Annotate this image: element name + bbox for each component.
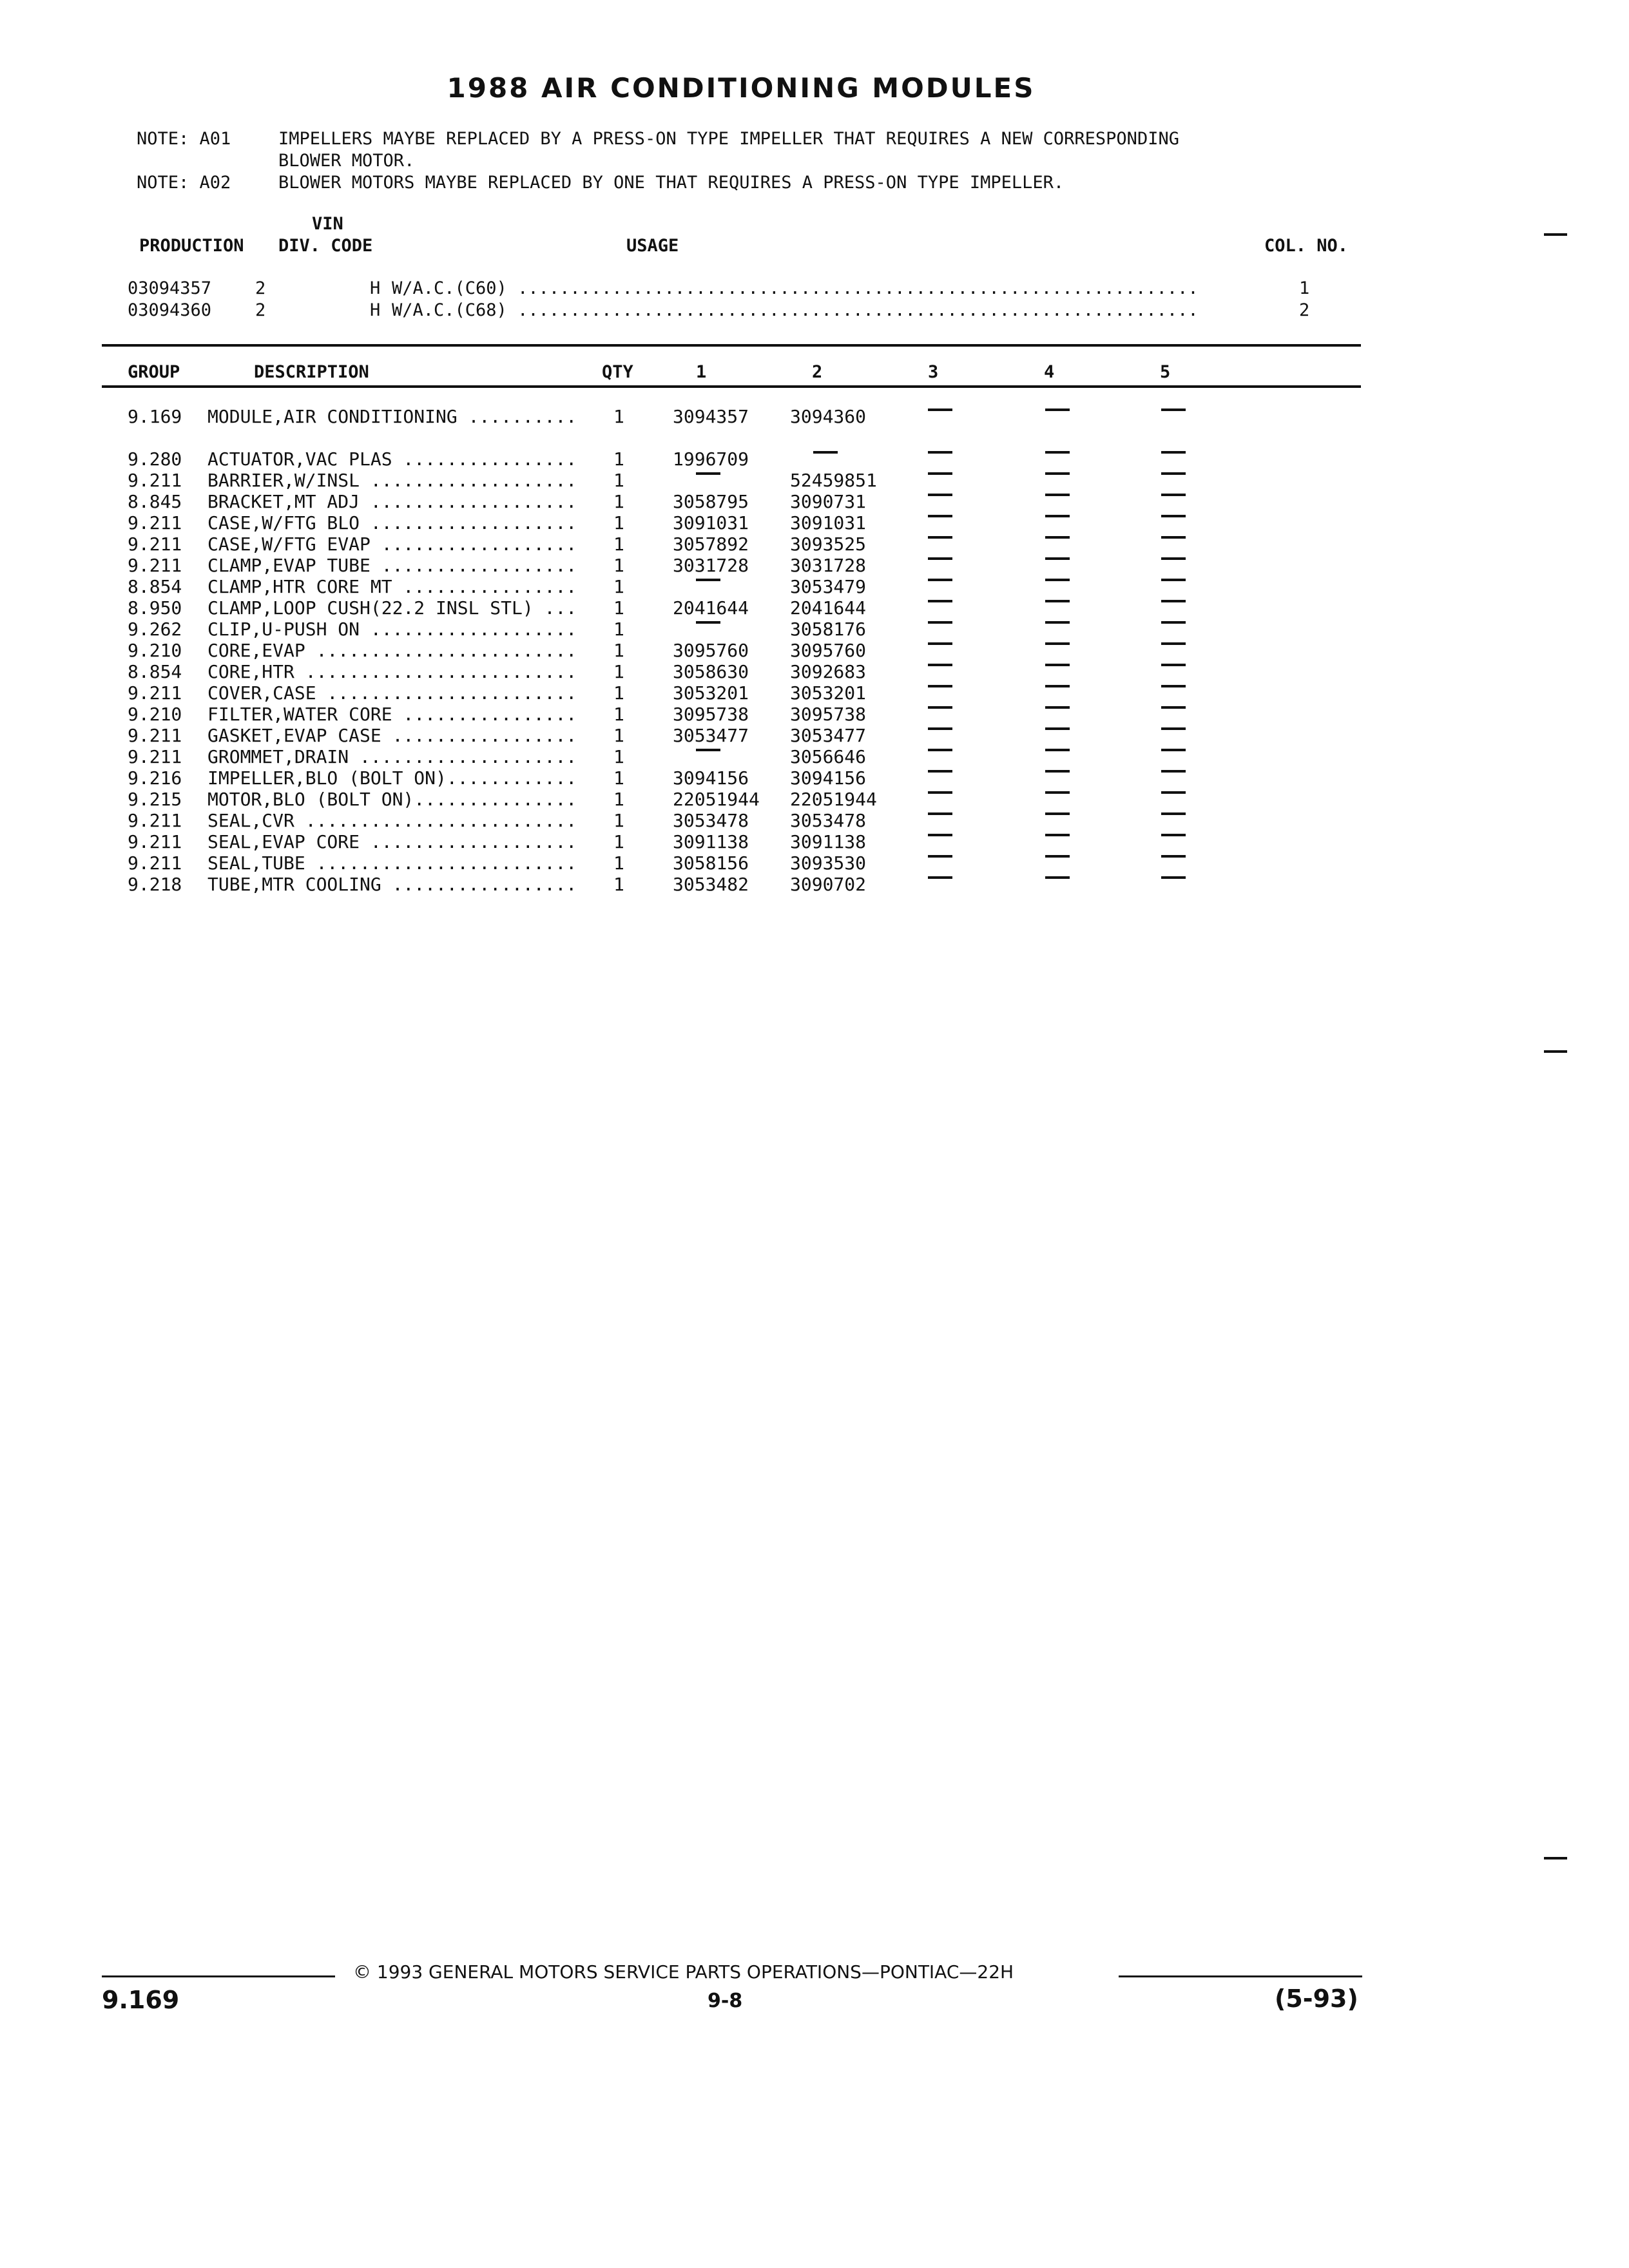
part-col1: 2041644 <box>673 597 749 619</box>
part-col2: 3058176 <box>790 619 867 640</box>
col4-dash <box>1045 706 1070 709</box>
col4-dash <box>1045 770 1070 773</box>
col5-dash <box>1161 600 1186 602</box>
part-qty: 1 <box>613 576 624 597</box>
part-group: 9.211 <box>128 682 182 704</box>
col4-dash <box>1045 621 1070 624</box>
module-group: 9.169 <box>128 406 182 427</box>
part-qty: 1 <box>613 682 624 704</box>
part-description: BARRIER,W/INSL ................... <box>207 470 577 491</box>
part-col2: 3094156 <box>790 767 867 789</box>
part-description: SEAL,EVAP CORE ................... <box>207 831 577 852</box>
part-description: GASKET,EVAP CASE ................. <box>207 725 577 746</box>
part-description: SEAL,CVR ......................... <box>207 810 577 831</box>
part-qty: 1 <box>613 597 624 619</box>
part-qty: 1 <box>613 640 624 661</box>
module-qty: 1 <box>613 406 624 427</box>
footer-date: (5-93) <box>1275 1984 1358 2013</box>
part-col1: 3053201 <box>673 682 749 704</box>
part-qty: 1 <box>613 874 624 895</box>
module-col2: 3094360 <box>790 406 867 427</box>
part-row <box>0 576 1482 597</box>
col4-dash <box>1045 494 1070 496</box>
part-col1: 1996709 <box>673 448 749 470</box>
part-group: 9.211 <box>128 810 182 831</box>
part-col2: 3093530 <box>790 852 867 874</box>
part-col1: 3094156 <box>673 767 749 789</box>
part-description: CORE,HTR ......................... <box>207 661 577 682</box>
col5-dash <box>1161 770 1186 773</box>
part-qty: 1 <box>613 704 624 725</box>
part-col2: 3031728 <box>790 555 867 576</box>
col3-dash <box>928 472 952 475</box>
col4-dash <box>1045 536 1070 539</box>
col5-dash <box>1161 579 1186 581</box>
part-row <box>0 789 1482 810</box>
col4-dash <box>1045 834 1070 836</box>
part-col1: 3058156 <box>673 852 749 874</box>
col3-dash <box>928 706 952 709</box>
col2-header: 2 <box>812 362 823 382</box>
col5-dash <box>1161 791 1186 794</box>
part-row <box>0 661 1482 682</box>
col5-dash <box>1161 494 1186 496</box>
part-col1: 3091138 <box>673 831 749 852</box>
col1-dash <box>696 579 720 581</box>
part-group: 9.211 <box>128 746 182 767</box>
col3-dash <box>928 876 952 879</box>
part-row <box>0 640 1482 661</box>
description-column-header: DESCRIPTION <box>254 362 369 382</box>
col5-header: 5 <box>1160 362 1171 382</box>
col1-dash <box>696 621 720 624</box>
col3-dash <box>928 727 952 730</box>
part-group: 9.211 <box>128 555 182 576</box>
col4-header: 4 <box>1044 362 1055 382</box>
note-a02-text: BLOWER MOTORS MAYBE REPLACED BY ONE THAT REQUIRES A PRESS-ON TYPE IMPELLER. <box>278 173 1065 193</box>
col3-dash <box>928 749 952 751</box>
note-a01-label: NOTE: A01 <box>137 129 231 149</box>
part-col1: 3053482 <box>673 874 749 895</box>
part-group: 9.211 <box>128 725 182 746</box>
col3-dash <box>928 451 952 454</box>
part-group: 8.854 <box>128 576 182 597</box>
col4-dash <box>1045 685 1070 687</box>
col3-dash <box>928 642 952 645</box>
part-row <box>0 597 1482 619</box>
part-row <box>0 512 1482 533</box>
group-column-header: GROUP <box>128 362 180 382</box>
part-qty: 1 <box>613 491 624 512</box>
part-group: 8.950 <box>128 597 182 619</box>
vin-header: VIN <box>312 214 343 234</box>
col5-dash <box>1161 685 1186 687</box>
part-group: 8.845 <box>128 491 182 512</box>
part-col1: 3031728 <box>673 555 749 576</box>
part-col2: 3090731 <box>790 491 867 512</box>
col3-dash <box>928 494 952 496</box>
part-group: 9.218 <box>128 874 182 895</box>
part-group: 9.280 <box>128 448 182 470</box>
part-group: 9.211 <box>128 533 182 555</box>
part-col1: 3058795 <box>673 491 749 512</box>
footer-group-number: 9.169 <box>102 1986 180 2014</box>
col5-dash <box>1161 621 1186 624</box>
part-col2: 52459851 <box>790 470 877 491</box>
part-col2: 3091138 <box>790 831 867 852</box>
usage-row-usage: W/A.C.(C60) ................................................................. <box>392 278 1199 298</box>
part-description: CORE,EVAP ........................ <box>207 640 577 661</box>
part-row <box>0 831 1482 852</box>
col5-dash <box>1161 855 1186 858</box>
part-description: FILTER,WATER CORE ................ <box>207 704 577 725</box>
part-row <box>0 810 1482 831</box>
table-header-rule <box>102 385 1361 388</box>
col5-dash <box>1161 472 1186 475</box>
usage-row-div: 2 <box>255 300 266 320</box>
col3-header: 3 <box>928 362 939 382</box>
part-description: ACTUATOR,VAC PLAS ................ <box>207 448 577 470</box>
part-description: GROMMET,DRAIN .................... <box>207 746 577 767</box>
col1-dash <box>696 749 720 751</box>
usage-row-div: 2 <box>255 278 266 298</box>
table-top-rule <box>102 344 1361 347</box>
part-qty: 1 <box>613 746 624 767</box>
footer-page-number: 9-8 <box>708 1990 743 2012</box>
footer-rule-left <box>102 1975 335 1977</box>
part-description: CLAMP,EVAP TUBE .................. <box>207 555 577 576</box>
part-col2: 3092683 <box>790 661 867 682</box>
col5-dash <box>1161 706 1186 709</box>
col4-dash <box>1045 600 1070 602</box>
div-code-header: DIV. CODE <box>278 236 373 256</box>
module-col1: 3094357 <box>673 406 749 427</box>
col3-dash <box>928 770 952 773</box>
part-row <box>0 448 1482 470</box>
part-description: TUBE,MTR COOLING ................. <box>207 874 577 895</box>
usage-row-usage: W/A.C.(C68) ................................................................. <box>392 300 1199 320</box>
col4-dash <box>1045 408 1070 411</box>
col3-dash <box>928 579 952 581</box>
col1-header: 1 <box>696 362 707 382</box>
part-col1: 3058630 <box>673 661 749 682</box>
part-row <box>0 619 1482 640</box>
part-col1: 3053478 <box>673 810 749 831</box>
col3-dash <box>928 791 952 794</box>
part-col2: 3095760 <box>790 640 867 661</box>
part-description: CASE,W/FTG EVAP .................. <box>207 533 577 555</box>
usage-row-col: 2 <box>1299 300 1310 320</box>
part-col2: 2041644 <box>790 597 867 619</box>
note-a02-label: NOTE: A02 <box>137 173 231 193</box>
usage-row-production: 03094360 <box>128 300 212 320</box>
part-col1: 3053477 <box>673 725 749 746</box>
part-qty: 1 <box>613 852 624 874</box>
note-a01-continuation: BLOWER MOTOR. <box>278 151 415 171</box>
part-col2: 3053478 <box>790 810 867 831</box>
part-row <box>0 470 1482 491</box>
col3-dash <box>928 557 952 560</box>
col3-dash <box>928 600 952 602</box>
part-description: CASE,W/FTG BLO ................... <box>207 512 577 533</box>
col3-dash <box>928 855 952 858</box>
col4-dash <box>1045 791 1070 794</box>
part-row <box>0 725 1482 746</box>
col-no-header: COL. NO. <box>1264 236 1349 256</box>
module-description: MODULE,AIR CONDITIONING .......... <box>207 406 577 427</box>
col4-dash <box>1045 812 1070 815</box>
col4-dash <box>1045 664 1070 666</box>
margin-mark <box>1544 1050 1567 1053</box>
col3-dash <box>928 664 952 666</box>
part-qty: 1 <box>613 555 624 576</box>
part-qty: 1 <box>613 831 624 852</box>
part-row <box>0 682 1482 704</box>
part-description: CLAMP,LOOP CUSH(22.2 INSL STL) ... <box>207 597 577 619</box>
margin-mark <box>1544 233 1567 236</box>
part-qty: 1 <box>613 661 624 682</box>
part-description: SEAL,TUBE ........................ <box>207 852 577 874</box>
part-group: 9.210 <box>128 640 182 661</box>
part-description: IMPELLER,BLO (BOLT ON)............ <box>207 767 577 789</box>
part-group: 9.215 <box>128 789 182 810</box>
part-col1: 3095738 <box>673 704 749 725</box>
part-col1: 22051944 <box>673 789 760 810</box>
col5-dash <box>1161 749 1186 751</box>
part-group: 9.211 <box>128 512 182 533</box>
col5-dash <box>1161 812 1186 815</box>
part-col2: 3053201 <box>790 682 867 704</box>
note-a01-text: IMPELLERS MAYBE REPLACED BY A PRESS-ON TYPE IMPELLER THAT REQUIRES A NEW CORRESPONDING <box>278 129 1179 149</box>
usage-row-col: 1 <box>1299 278 1310 298</box>
col3-dash <box>928 515 952 517</box>
part-row <box>0 874 1482 895</box>
col4-dash <box>1045 855 1070 858</box>
usage-header: USAGE <box>626 236 679 256</box>
col4-dash <box>1045 876 1070 879</box>
part-group: 9.262 <box>128 619 182 640</box>
col5-dash <box>1161 727 1186 730</box>
part-row <box>0 555 1482 576</box>
col5-dash <box>1161 451 1186 454</box>
col5-dash <box>1161 664 1186 666</box>
part-group: 8.854 <box>128 661 182 682</box>
part-description: BRACKET,MT ADJ ................... <box>207 491 577 512</box>
part-row <box>0 491 1482 512</box>
col2-dash <box>813 451 838 454</box>
col4-dash <box>1045 727 1070 730</box>
part-row <box>0 852 1482 874</box>
part-description: MOTOR,BLO (BOLT ON)............... <box>207 789 577 810</box>
col4-dash <box>1045 451 1070 454</box>
part-qty: 1 <box>613 789 624 810</box>
col1-dash <box>696 472 720 475</box>
part-qty: 1 <box>613 448 624 470</box>
col3-dash <box>928 812 952 815</box>
module-row <box>0 406 1482 427</box>
part-qty: 1 <box>613 725 624 746</box>
col5-dash <box>1161 876 1186 879</box>
part-group: 9.211 <box>128 852 182 874</box>
usage-row-code: H <box>370 300 381 320</box>
part-col2: 3090702 <box>790 874 867 895</box>
col4-dash <box>1045 579 1070 581</box>
col3-dash <box>928 685 952 687</box>
part-group: 9.211 <box>128 831 182 852</box>
part-col1: 3057892 <box>673 533 749 555</box>
part-col2: 22051944 <box>790 789 877 810</box>
part-row <box>0 704 1482 725</box>
part-col2: 3053479 <box>790 576 867 597</box>
col3-dash <box>928 621 952 624</box>
footer-copyright: © 1993 GENERAL MOTORS SERVICE PARTS OPERATIONS—PONTIAC—22H <box>353 1961 1014 1983</box>
col4-dash <box>1045 515 1070 517</box>
col3-dash <box>928 408 952 411</box>
part-group: 9.211 <box>128 470 182 491</box>
part-qty: 1 <box>613 810 624 831</box>
usage-row-code: H <box>370 278 381 298</box>
production-header: PRODUCTION <box>139 236 244 256</box>
part-col2: 3093525 <box>790 533 867 555</box>
col4-dash <box>1045 642 1070 645</box>
footer-rule-right <box>1119 1975 1362 1977</box>
col3-dash <box>928 536 952 539</box>
col5-dash <box>1161 536 1186 539</box>
part-row <box>0 767 1482 789</box>
part-col2: 3095738 <box>790 704 867 725</box>
col5-dash <box>1161 515 1186 517</box>
col4-dash <box>1045 557 1070 560</box>
part-col1: 3095760 <box>673 640 749 661</box>
col5-dash <box>1161 557 1186 560</box>
part-qty: 1 <box>613 533 624 555</box>
part-col1: 3091031 <box>673 512 749 533</box>
part-group: 9.216 <box>128 767 182 789</box>
part-row <box>0 533 1482 555</box>
col5-dash <box>1161 408 1186 411</box>
part-qty: 1 <box>613 512 624 533</box>
part-row <box>0 746 1482 767</box>
page-title: 1988 AIR CONDITIONING MODULES <box>447 72 1036 104</box>
col5-dash <box>1161 834 1186 836</box>
part-col2: 3053477 <box>790 725 867 746</box>
part-col2: 3091031 <box>790 512 867 533</box>
col4-dash <box>1045 472 1070 475</box>
qty-column-header: QTY <box>602 362 633 382</box>
usage-row-production: 03094357 <box>128 278 212 298</box>
part-qty: 1 <box>613 767 624 789</box>
margin-mark <box>1544 1857 1567 1860</box>
col3-dash <box>928 834 952 836</box>
col5-dash <box>1161 642 1186 645</box>
col4-dash <box>1045 749 1070 751</box>
part-description: CLIP,U-PUSH ON ................... <box>207 619 577 640</box>
part-description: CLAMP,HTR CORE MT ................ <box>207 576 577 597</box>
part-qty: 1 <box>613 619 624 640</box>
part-description: COVER,CASE ....................... <box>207 682 577 704</box>
part-col2: 3056646 <box>790 746 867 767</box>
part-group: 9.210 <box>128 704 182 725</box>
part-qty: 1 <box>613 470 624 491</box>
